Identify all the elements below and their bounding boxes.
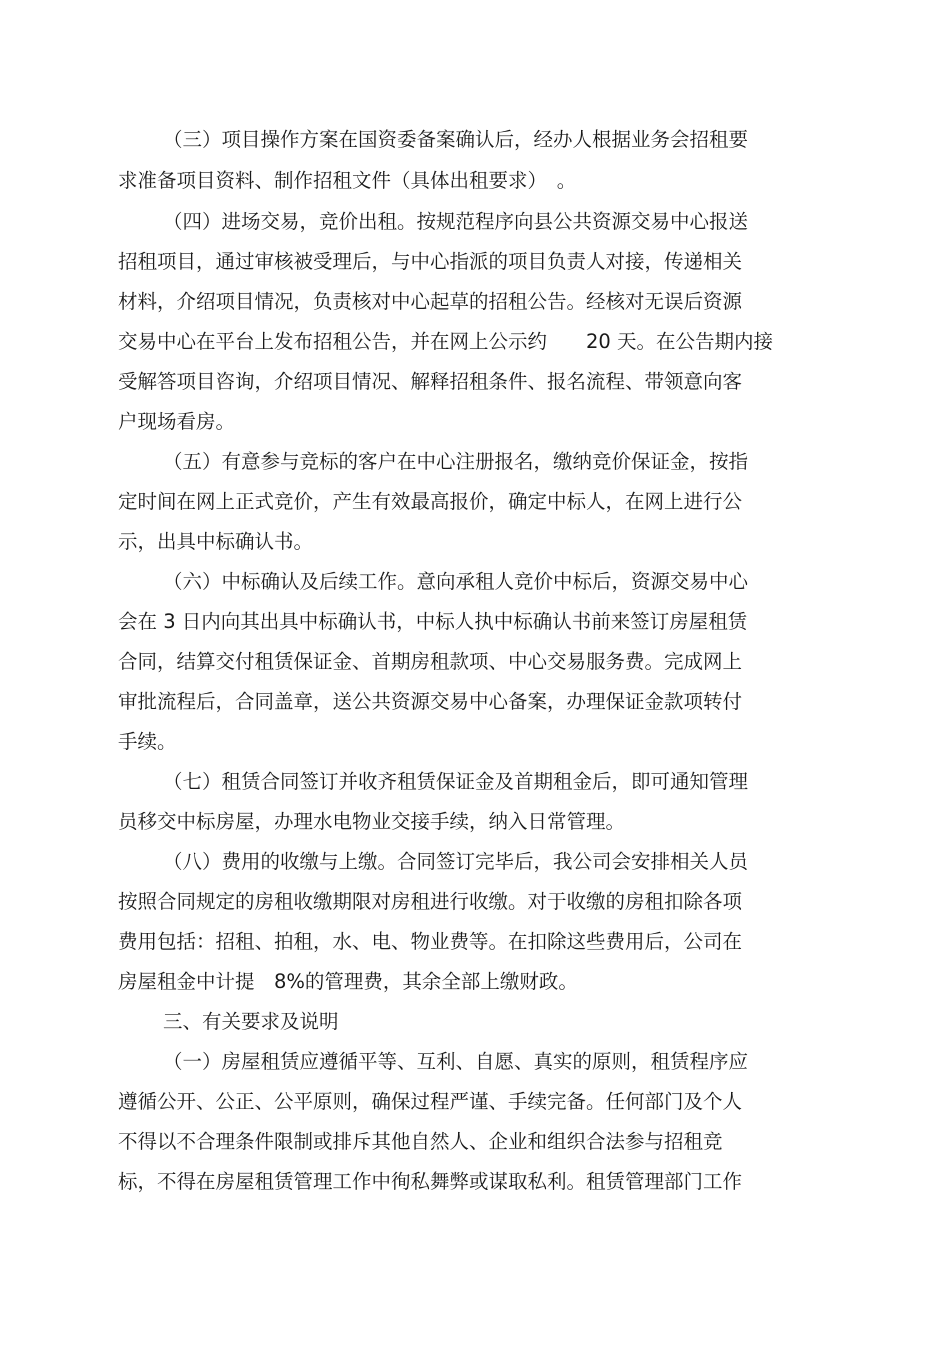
text-line: 示，出具中标确认书。 <box>118 530 314 553</box>
text-line: 会在 3 日内向其出具中标确认书，中标人执中标确认书前来签订房屋租赁 <box>118 610 748 633</box>
text-line: 标，不得在房屋租赁管理工作中徇私舞弊或谋取私利。租赁管理部门工作 <box>118 1170 743 1193</box>
text-line: 合同，结算交付租赁保证金、首期房租款项、中心交易服务费。完成网上 <box>118 650 743 673</box>
section-heading: 三、有关要求及说明 <box>163 1010 339 1033</box>
text-line: 房屋租金中计提 8%的管理费，其余全部上缴财政。 <box>118 970 578 993</box>
text-line: （三）项目操作方案在国资委备案确认后，经办人根据业务会招租要 <box>163 128 749 151</box>
text-line: 材料，介绍项目情况，负责核对中心起草的招租公告。经核对无误后资源 <box>118 290 743 313</box>
text-line: （五）有意参与竞标的客户在中心注册报名，缴纳竞价保证金，按指 <box>163 450 749 473</box>
text-line: 不得以不合理条件限制或排斥其他自然人、企业和组织合法参与招租竞 <box>118 1130 723 1153</box>
text-line: （八）费用的收缴与上缴。合同签订完毕后，我公司会安排相关人员 <box>163 850 749 873</box>
text-line: 定时间在网上正式竞价，产生有效最高报价，确定中标人，在网上进行公 <box>118 490 743 513</box>
text-line: 招租项目，通过审核被受理后，与中心指派的项目负责人对接，传递相关 <box>118 250 743 273</box>
text-line: 审批流程后，合同盖章，送公共资源交易中心备案，办理保证金款项转付 <box>118 690 743 713</box>
text-line: 遵循公开、公正、公平原则，确保过程严谨、手续完备。任何部门及个人 <box>118 1090 743 1113</box>
text-line: 求准备项目资料、制作招租文件（具体出租要求） 。 <box>118 169 577 192</box>
text-line: 按照合同规定的房租收缴期限对房租进行收缴。对于收缴的房租扣除各项 <box>118 890 743 913</box>
text-line: （一）房屋租赁应遵循平等、互利、自愿、真实的原则，租赁程序应 <box>163 1050 749 1073</box>
text-line: 受解答项目咨询，介绍项目情况、解释招租条件、报名流程、带领意向客 <box>118 370 743 393</box>
text-line: 交易中心在平台上发布招租公告，并在网上公示约 20 天。在公告期内接 <box>118 330 774 353</box>
text-line: （四）进场交易，竞价出租。按规范程序向县公共资源交易中心报送 <box>163 210 749 233</box>
text-line: （六）中标确认及后续工作。意向承租人竞价中标后，资源交易中心 <box>163 570 749 593</box>
text-line: 员移交中标房屋，办理水电物业交接手续，纳入日常管理。 <box>118 810 626 833</box>
text-line: 户现场看房。 <box>118 410 236 433</box>
text-line: 手续。 <box>118 730 177 753</box>
text-line: 费用包括：招租、拍租，水、电、物业费等。在扣除这些费用后，公司在 <box>118 930 743 953</box>
text-line: （七）租赁合同签订并收齐租赁保证金及首期租金后，即可通知管理 <box>163 770 749 793</box>
